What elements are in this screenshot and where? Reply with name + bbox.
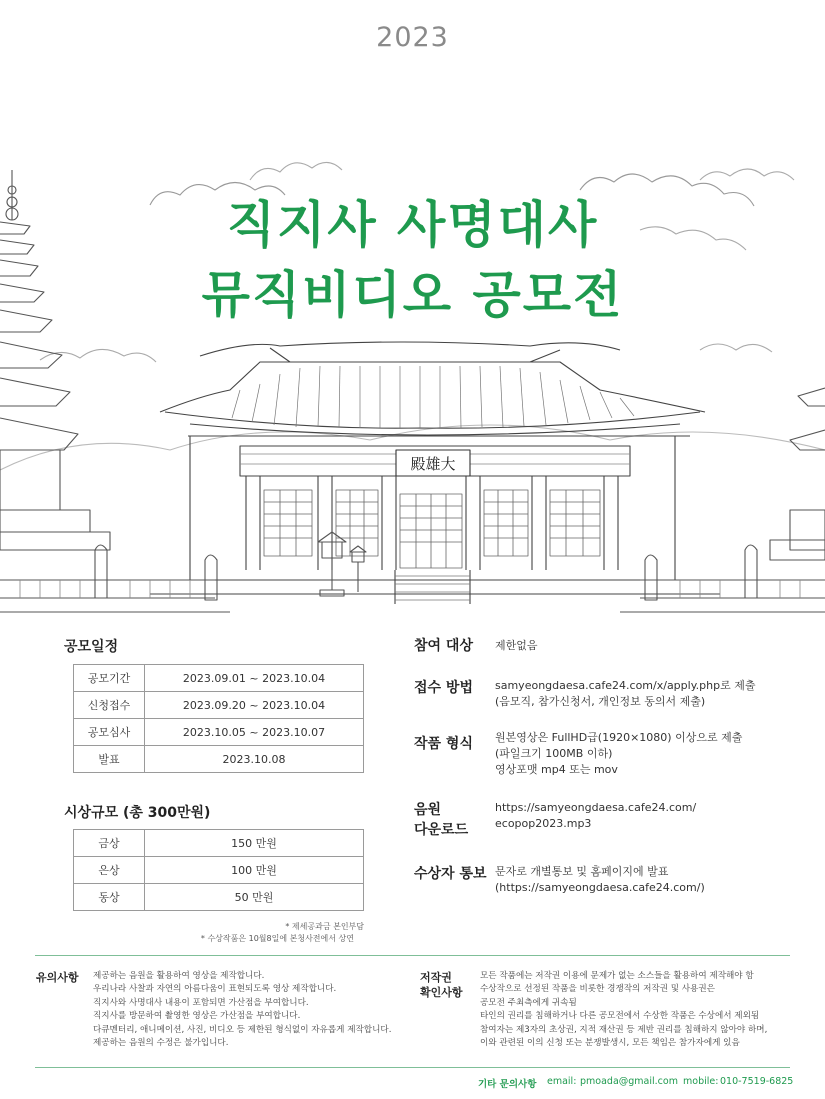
prize-note: * 수상작품은 10월8일에 본청사전에서 상연 bbox=[200, 934, 354, 943]
table-row bbox=[74, 830, 364, 857]
detail-label-notification: 수상자 통보 bbox=[414, 866, 487, 882]
music-download-link[interactable]: https://samyeongdaesa.cafe24.com/ bbox=[495, 801, 697, 814]
title-line-1: 직지사 사명대사 bbox=[226, 196, 599, 254]
hall-signboard: 殿雄大 bbox=[410, 455, 456, 473]
table-row bbox=[74, 746, 364, 773]
schedule-value: 2023.09.20 ~ 2023.10.04 bbox=[145, 692, 364, 719]
detail-text-eligibility: 제한없음 bbox=[495, 639, 538, 652]
prize-value: 150 만원 bbox=[145, 830, 364, 857]
schedule-heading: 공모일정 bbox=[64, 639, 119, 655]
prize-value: 100 만원 bbox=[145, 857, 364, 884]
table-row bbox=[74, 884, 364, 911]
detail-label-format: 작품 형식 bbox=[414, 736, 473, 752]
detail-label-download: 음원 다운로드 bbox=[414, 802, 469, 838]
schedule-value: 2023.10.08 bbox=[145, 746, 364, 773]
contact-mobile-label: mobile: bbox=[683, 1076, 719, 1087]
contact-email-label: email: bbox=[547, 1076, 577, 1087]
cautions-text: 제공하는 음원을 활용하여 영상을 제작합니다. 우리나라 사찰과 자연의 아름다움이 표현되도록 영상 제작합니다. 직지사와 사명대사 내용이 포함되면 가산점을 부여합니다. 직지사를 방문하여 촬영한 영상은 가산점을 부여합니다. 다큐멘터리, 애니메이션, 사진, 비디오 등 제한된 형식없이 자유롭게 제작합니다. 제공하는 음원의 수정은 불가입니다. bbox=[93, 971, 392, 1049]
detail-text-format: 원본영상은 FullHD급(1920×1080) 이상으로 제출 (파일크기 100MB 이하) 영상포맷 mp4 또는 mov bbox=[495, 731, 743, 776]
table-row bbox=[74, 692, 364, 719]
detail-label-submission: 접수 방법 bbox=[414, 680, 473, 696]
table-row bbox=[74, 665, 364, 692]
detail-text-submission: samyeongdaesa.cafe24.com/x/apply.php로 제출 (음모직, 참가신청서, 개인정보 동의서 제출) bbox=[495, 679, 756, 708]
prize-label: 금상 bbox=[74, 830, 145, 857]
prize-label: 동상 bbox=[74, 884, 145, 911]
prizes-heading: 시상규모 (총 300만원) bbox=[64, 805, 211, 821]
year-label: 2023 bbox=[376, 22, 449, 53]
cautions-label: 유의사항 bbox=[36, 971, 79, 984]
contact-email[interactable]: pmoada@gmail.com bbox=[580, 1076, 678, 1087]
detail-label-eligibility: 참여 대상 bbox=[414, 638, 473, 654]
schedule-label: 공모심사 bbox=[74, 719, 145, 746]
schedule-table bbox=[73, 664, 364, 773]
schedule-value: 2023.10.05 ~ 2023.10.07 bbox=[145, 719, 364, 746]
copyright-label: 저작권 확인사항 bbox=[420, 971, 463, 999]
schedule-value: 2023.09.01 ~ 2023.10.04 bbox=[145, 665, 364, 692]
prize-note: * 제세공과금 본인부담 bbox=[285, 922, 364, 931]
prizes-table bbox=[73, 829, 364, 911]
table-row bbox=[74, 857, 364, 884]
copyright-text: 모든 작품에는 저작권 이용에 문제가 없는 소스들을 활용하여 제작해야 함 수상작으로 선정된 작품을 비롯한 경쟁작의 저작권 및 사용권은 공모전 주최측에게 귀속됨 타인의 권리를 침해하거나 다른 공모전에서 수상한 작품은 수상에서 제외됨 참여자는 제3자의 초상권, 지적 재산권 등 제반 권리를 침해하지 않아야 하며, 이와 관련된 이의 신청 또는 분쟁발생시, 모든 책임은 참가자에게 있음 bbox=[480, 971, 768, 1049]
contact-label: 기타 문의사항 bbox=[478, 1079, 537, 1090]
table-row bbox=[74, 719, 364, 746]
title-line-2: 뮤직비디오 공모전 bbox=[201, 266, 624, 324]
schedule-label: 공모기간 bbox=[74, 665, 145, 692]
section-divider bbox=[35, 955, 790, 956]
detail-text-notification: 문자로 개별통보 및 홈페이지에 발표 (https://samyeongdaesa.cafe24.com/) bbox=[495, 865, 705, 894]
detail-text-download: https://samyeongdaesa.cafe24.com/ ecopop2023.mp3 bbox=[495, 801, 697, 830]
prize-label: 은상 bbox=[74, 857, 145, 884]
contact-mobile[interactable]: 010-7519-6825 bbox=[720, 1076, 794, 1087]
prize-value: 50 만원 bbox=[145, 884, 364, 911]
footer-divider bbox=[35, 1067, 790, 1068]
schedule-label: 신청접수 bbox=[74, 692, 145, 719]
schedule-label: 발표 bbox=[74, 746, 145, 773]
main-hall bbox=[150, 342, 720, 604]
